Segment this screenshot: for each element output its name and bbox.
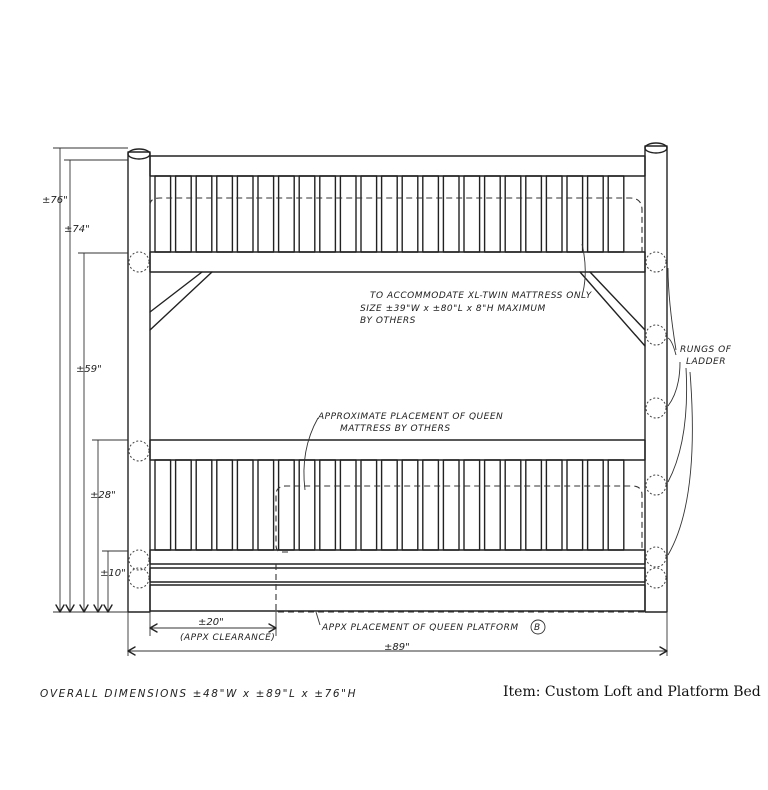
slat bbox=[546, 460, 562, 550]
rungs-note-line-2: LADDER bbox=[686, 357, 726, 367]
vertical-dimension-lines bbox=[53, 148, 128, 612]
slat bbox=[155, 176, 171, 252]
twin-note-line-3: BY OTHERS bbox=[360, 316, 416, 326]
slat bbox=[464, 460, 480, 550]
slat bbox=[258, 176, 274, 252]
slat bbox=[505, 176, 521, 252]
platform-leader-line bbox=[316, 612, 320, 625]
slat bbox=[423, 176, 439, 252]
dim-76: ±76" bbox=[42, 195, 68, 206]
slat bbox=[485, 176, 501, 252]
item-title: Item: Custom Loft and Platform Bed bbox=[503, 684, 761, 700]
dim-28: ±28" bbox=[90, 490, 116, 501]
slat bbox=[361, 176, 377, 252]
slat bbox=[443, 176, 459, 252]
slat bbox=[176, 176, 192, 252]
slat bbox=[402, 176, 418, 252]
slat bbox=[299, 176, 315, 252]
slat bbox=[423, 460, 439, 550]
slat bbox=[361, 460, 377, 550]
slat bbox=[217, 460, 233, 550]
lower-guard-rail bbox=[150, 440, 645, 611]
slat bbox=[155, 460, 171, 550]
slat bbox=[526, 176, 542, 252]
ladder-leader-lines bbox=[668, 268, 692, 555]
slat bbox=[546, 176, 562, 252]
slat bbox=[217, 176, 233, 252]
slat bbox=[505, 460, 521, 550]
slat bbox=[340, 460, 356, 550]
slat bbox=[382, 176, 398, 252]
slat bbox=[176, 460, 192, 550]
slat bbox=[608, 460, 624, 550]
slat bbox=[237, 176, 253, 252]
slat bbox=[382, 460, 398, 550]
twin-note-line-2: SIZE ±39"W x ±80"L x 8"H MAXIMUM bbox=[360, 304, 546, 314]
dim-10: ±10" bbox=[100, 568, 126, 579]
loft-slats bbox=[155, 176, 624, 252]
slat bbox=[237, 460, 253, 550]
slat bbox=[196, 460, 212, 550]
slat bbox=[402, 460, 418, 550]
left-post bbox=[128, 149, 150, 612]
dim-59: ±59" bbox=[76, 364, 102, 375]
slat bbox=[567, 176, 583, 252]
dim-89: ±89" bbox=[384, 642, 410, 653]
slat bbox=[588, 176, 604, 252]
slat bbox=[320, 176, 336, 252]
lower-slats bbox=[155, 460, 624, 550]
queen-note-line-1: APPROXIMATE PLACEMENT OF QUEEN bbox=[318, 412, 504, 422]
queen-note-line-2: MATTRESS BY OTHERS bbox=[340, 424, 451, 434]
slat bbox=[340, 176, 356, 252]
dim-20: ±20" bbox=[198, 617, 224, 628]
overall-dimensions: OVERALL DIMENSIONS ±48"W x ±89"L x ±76"H bbox=[40, 688, 358, 700]
slat bbox=[320, 460, 336, 550]
slat bbox=[526, 460, 542, 550]
slat bbox=[588, 460, 604, 550]
clearance-label: (APPX CLEARANCE) bbox=[180, 633, 276, 643]
rungs-note-line-1: RUNGS OF bbox=[680, 345, 732, 355]
slat bbox=[443, 460, 459, 550]
slat bbox=[464, 176, 480, 252]
slat bbox=[485, 460, 501, 550]
right-post bbox=[645, 143, 667, 612]
slat bbox=[567, 460, 583, 550]
queen-platform-outline bbox=[276, 564, 645, 612]
twin-note-line-1: TO ACCOMMODATE XL-TWIN MATTRESS ONLY bbox=[370, 291, 592, 301]
slat bbox=[279, 176, 295, 252]
slat bbox=[608, 176, 624, 252]
slat bbox=[258, 460, 274, 550]
platform-marker-letter: B bbox=[534, 623, 541, 633]
loft-guard-rail bbox=[150, 156, 645, 272]
slat bbox=[196, 176, 212, 252]
slat bbox=[279, 460, 295, 550]
slat bbox=[299, 460, 315, 550]
dim-74: ±74" bbox=[64, 224, 90, 235]
queen-leader-line bbox=[304, 418, 318, 490]
platform-note: APPX PLACEMENT OF QUEEN PLATFORM bbox=[322, 623, 519, 633]
